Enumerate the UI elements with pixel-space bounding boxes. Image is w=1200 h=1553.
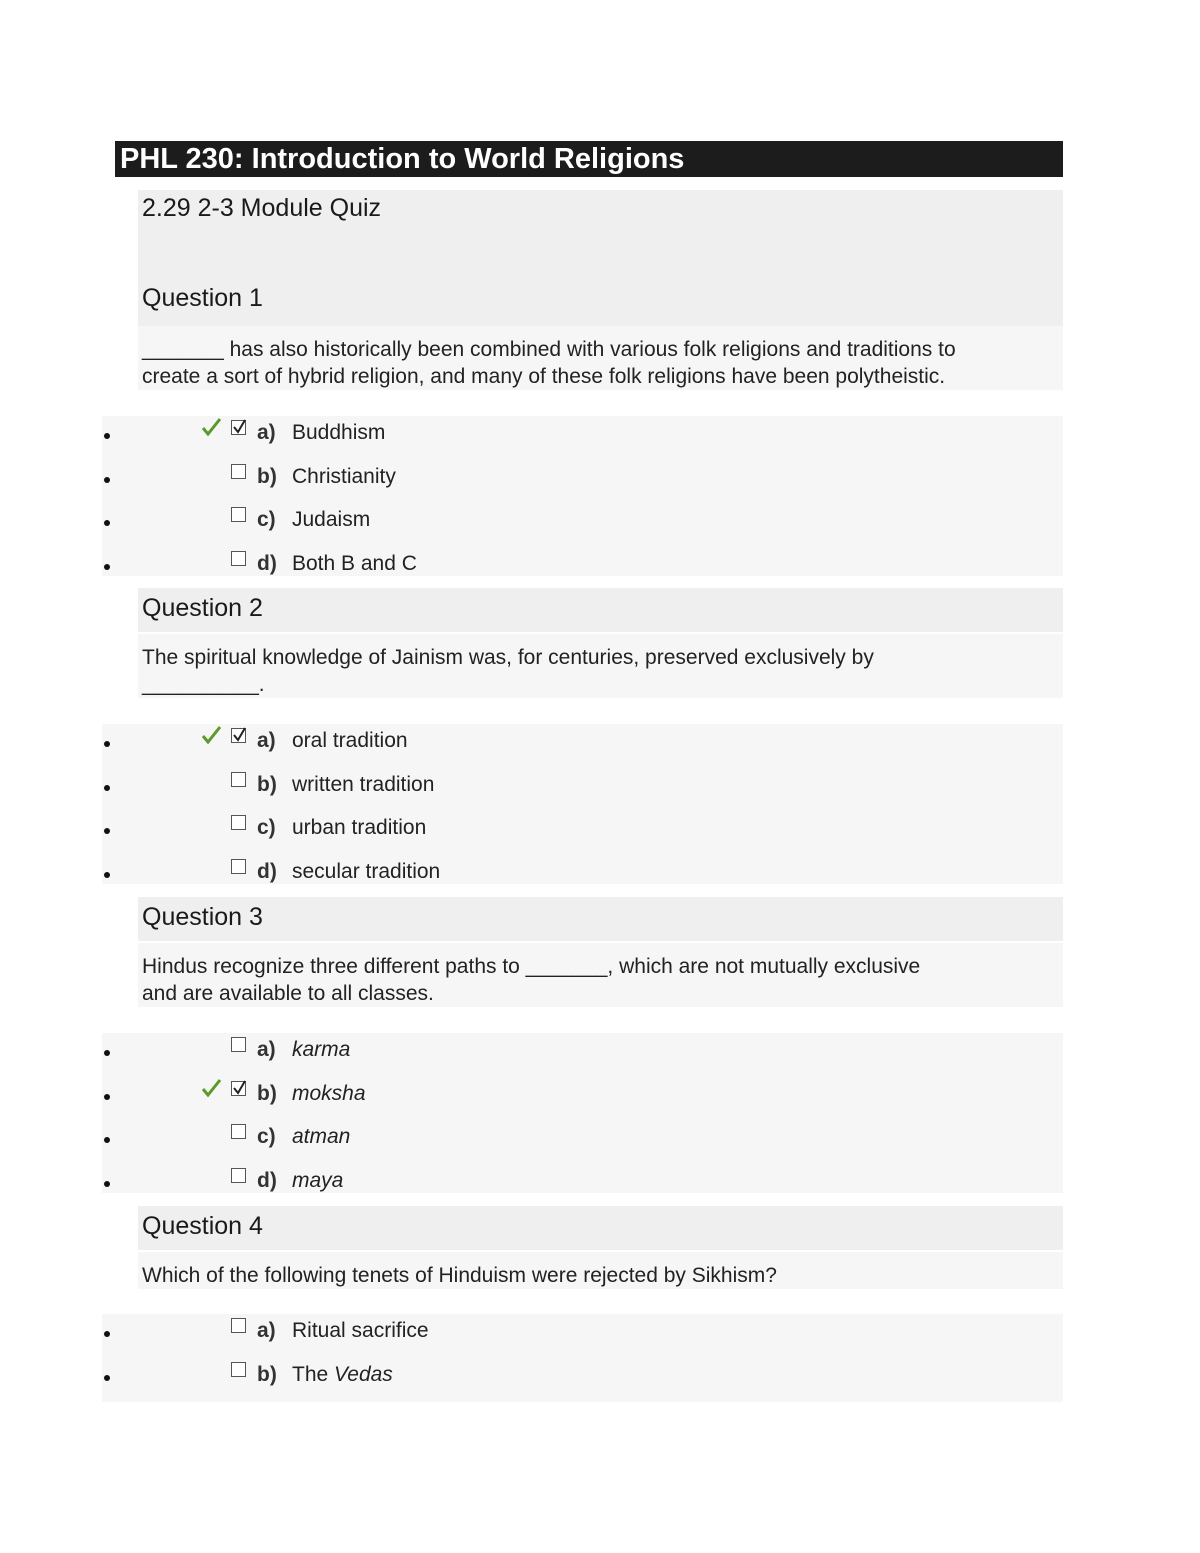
answer-option[interactable] [102, 547, 1063, 591]
answer-option[interactable] [102, 811, 1063, 855]
answer-letter: a) [257, 1038, 276, 1061]
answer-letter: b) [257, 464, 277, 488]
answer-text: atman [292, 1125, 351, 1148]
checkbox[interactable] [231, 1124, 246, 1139]
correct-check-icon [201, 1078, 223, 1098]
answer-letter: b) [257, 1362, 277, 1386]
question-1-text-line2: create a sort of hybrid religion, and many of these folk religions have been polytheistic. [142, 365, 946, 388]
answer-letter: a) [257, 421, 276, 444]
answer-option[interactable] [102, 855, 1063, 899]
checkbox[interactable] [231, 1362, 246, 1377]
question-3-text-line2: and are available to all classes. [142, 982, 434, 1005]
question-3-text-line1: Hindus recognize three different paths to _______, which are not mutually exclusive [142, 955, 921, 978]
correct-check-icon [201, 417, 223, 437]
answer-option[interactable] [102, 460, 1063, 504]
question-4-answers [102, 1314, 1063, 1402]
answer-letter: b) [257, 772, 277, 796]
answer-text: maya [292, 1168, 344, 1192]
answer-letter: c) [257, 508, 276, 531]
answer-option[interactable] [102, 724, 1063, 768]
question-4-title: Question 4 [142, 1212, 263, 1240]
answer-text-italic: Vedas [334, 1362, 393, 1386]
quiz-title: 2.29 2-3 Module Quiz [142, 194, 382, 222]
answer-option[interactable] [102, 768, 1063, 812]
bullet-icon [104, 564, 110, 570]
checkbox[interactable] [231, 859, 246, 874]
answer-text: urban tradition [292, 816, 427, 839]
bullet-icon [104, 828, 110, 834]
course-title: PHL 230: Introduction to World Religions [115, 141, 1063, 177]
question-4-title-block [138, 1206, 1063, 1250]
checkbox[interactable] [231, 815, 246, 830]
bullet-icon [104, 785, 110, 791]
answer-text: Christianity [292, 464, 396, 488]
bullet-icon [104, 872, 110, 878]
checkbox-checked[interactable] [231, 728, 246, 743]
question-2-title-block [138, 588, 1063, 632]
checkbox[interactable] [231, 772, 246, 787]
question-1-answers [102, 416, 1063, 576]
checkbox[interactable] [231, 507, 246, 522]
checkbox-checked[interactable] [231, 1081, 246, 1096]
question-1-title: Question 1 [142, 284, 263, 312]
bullet-icon [104, 1137, 110, 1143]
quiz-title-block [138, 190, 1063, 326]
answer-letter: c) [257, 1125, 276, 1148]
checkbox[interactable] [231, 464, 246, 479]
answer-option[interactable] [102, 416, 1063, 460]
bullet-icon [104, 1050, 110, 1056]
correct-check-icon [201, 725, 223, 745]
answer-text-plain: The [292, 1362, 329, 1386]
answer-option[interactable] [102, 1120, 1063, 1164]
bullet-icon [104, 1331, 110, 1337]
answer-text [292, 1362, 393, 1388]
answer-text: oral tradition [292, 729, 408, 752]
question-4-text [138, 1252, 1063, 1289]
answer-letter: d) [257, 859, 277, 883]
question-2-text [138, 634, 1063, 698]
question-4-text-line1: Which of the following tenets of Hinduism were rejected by Sikhism? [142, 1264, 777, 1287]
question-1-text [138, 326, 1063, 390]
bullet-icon [104, 1094, 110, 1100]
bullet-icon [104, 1181, 110, 1187]
answer-text: Buddhism [292, 421, 386, 444]
bullet-icon [104, 520, 110, 526]
bullet-icon [104, 433, 110, 439]
answer-letter: c) [257, 816, 276, 839]
question-1-text-line1: _______ has also historically been combined with various folk religions and traditions to [142, 338, 956, 361]
answer-option[interactable] [102, 1164, 1063, 1208]
answer-text: Ritual sacrifice [292, 1319, 429, 1342]
answer-text: moksha [292, 1081, 366, 1105]
answer-letter: a) [257, 729, 276, 752]
answer-option[interactable] [102, 1358, 1063, 1402]
question-2-text-line1: The spiritual knowledge of Jainism was, for centuries, preserved exclusively by [142, 646, 874, 669]
answer-text: Judaism [292, 508, 371, 531]
question-2-text-line2: __________. [142, 673, 265, 696]
checkbox[interactable] [231, 551, 246, 566]
answer-text: Both B and C [292, 551, 417, 575]
answer-text: karma [292, 1038, 351, 1061]
checkbox[interactable] [231, 1037, 246, 1052]
question-3-text [138, 943, 1063, 1007]
question-2-answers [102, 724, 1063, 884]
question-3-answers [102, 1033, 1063, 1193]
checkbox[interactable] [231, 1318, 246, 1333]
answer-letter: d) [257, 551, 277, 575]
checkbox-checked[interactable] [231, 420, 246, 435]
answer-option[interactable] [102, 1314, 1063, 1358]
question-3-title: Question 3 [142, 903, 263, 931]
answer-option[interactable] [102, 503, 1063, 547]
answer-option[interactable] [102, 1077, 1063, 1121]
checkbox[interactable] [231, 1168, 246, 1183]
bullet-icon [104, 477, 110, 483]
bullet-icon [104, 1375, 110, 1381]
bullet-icon [104, 741, 110, 747]
question-2-title: Question 2 [142, 594, 263, 622]
answer-letter: a) [257, 1319, 276, 1342]
answer-text: written tradition [292, 772, 435, 796]
answer-text: secular tradition [292, 859, 441, 883]
question-3-title-block [138, 897, 1063, 941]
answer-option[interactable] [102, 1033, 1063, 1077]
answer-letter: d) [257, 1168, 277, 1192]
answer-letter: b) [257, 1081, 277, 1105]
